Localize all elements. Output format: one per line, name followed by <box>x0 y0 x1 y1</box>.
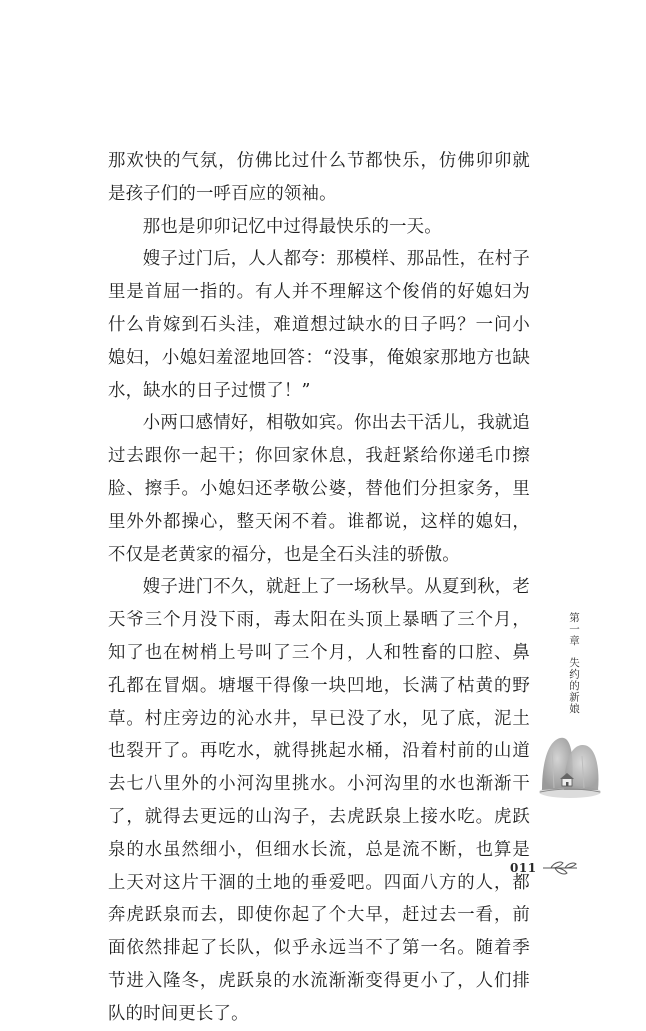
chapter-title: 失约的新娘 <box>568 656 580 714</box>
paragraph: 那欢快的气氛，仿佛比过什么节都快乐，仿佛卯卯就是孩子们的一呼百应的领袖。 <box>108 151 530 204</box>
chapter-sidebar <box>563 612 585 714</box>
page-number: 011 <box>510 861 537 875</box>
paragraph: 嫂子过门后，人人都夸：那模样、那品性，在村子里是首屈一指的。有人并不理解这个俊俏的好媳妇为什么肯嫁到石头洼，难道想过缺水的日子吗？一问小媳妇，小媳妇羞涩地回答：“没事，俺娘家那地方也缺水，缺水的日子过惯了！” <box>108 249 530 401</box>
paragraph: 那也是卯卯记忆中过得最快乐的一天。 <box>142 216 442 237</box>
chapter-number: 第一章 <box>568 612 580 647</box>
page-footer <box>510 860 581 876</box>
paragraph: 嫂子进门不久，就赶上了一场秋旱。从夏到秋，老天爷三个月没下雨，毒太阳在头顶上暴晒了三个月，知了也在树梢上号叫了三个月，人和牲畜的口腔、鼻孔都在冒烟。塘堰干得像一块凹地，长满了枯黄的野草。村庄旁边的沁水井，早已没了水，见了底，泥土也裂开了。再吃水，就得挑起水桶，沿着村前的山道去七八里外的小河沟里挑水。小河沟里的水也渐渐干了，就得去更远的山沟子，去虎跃泉上接水吃。虎跃泉的水虽然细小，但细水长流，总是流不断，也算是上天对这片干涸的土地的垂爱吧。四面八方的人，都奔虎跃泉而去，即使你起了个大早，赶过去一看，前面依然排起了长队，似乎永远当不了第一名。随着季节进入隆冬，虎跃泉的水流渐渐变得更小了，人们排队的时间更长了。 <box>108 577 530 1024</box>
landscape-illustration-icon <box>538 728 602 800</box>
paragraph: 小两口感情好，相敬如宾。你出去干活儿，我就追过去跟你一起干；你回家休息，我赶紧给你递毛巾擦脸、擦手。小媳妇还孝敬公婆，替他们分担家务，里里外外都操心，整天闲不着。谁都说，这样的媳妇，不仅是老黄家的福分，也是全石头洼的骄傲。 <box>108 413 530 565</box>
body-text <box>108 145 530 1031</box>
leaf-ornament-icon <box>541 860 581 876</box>
